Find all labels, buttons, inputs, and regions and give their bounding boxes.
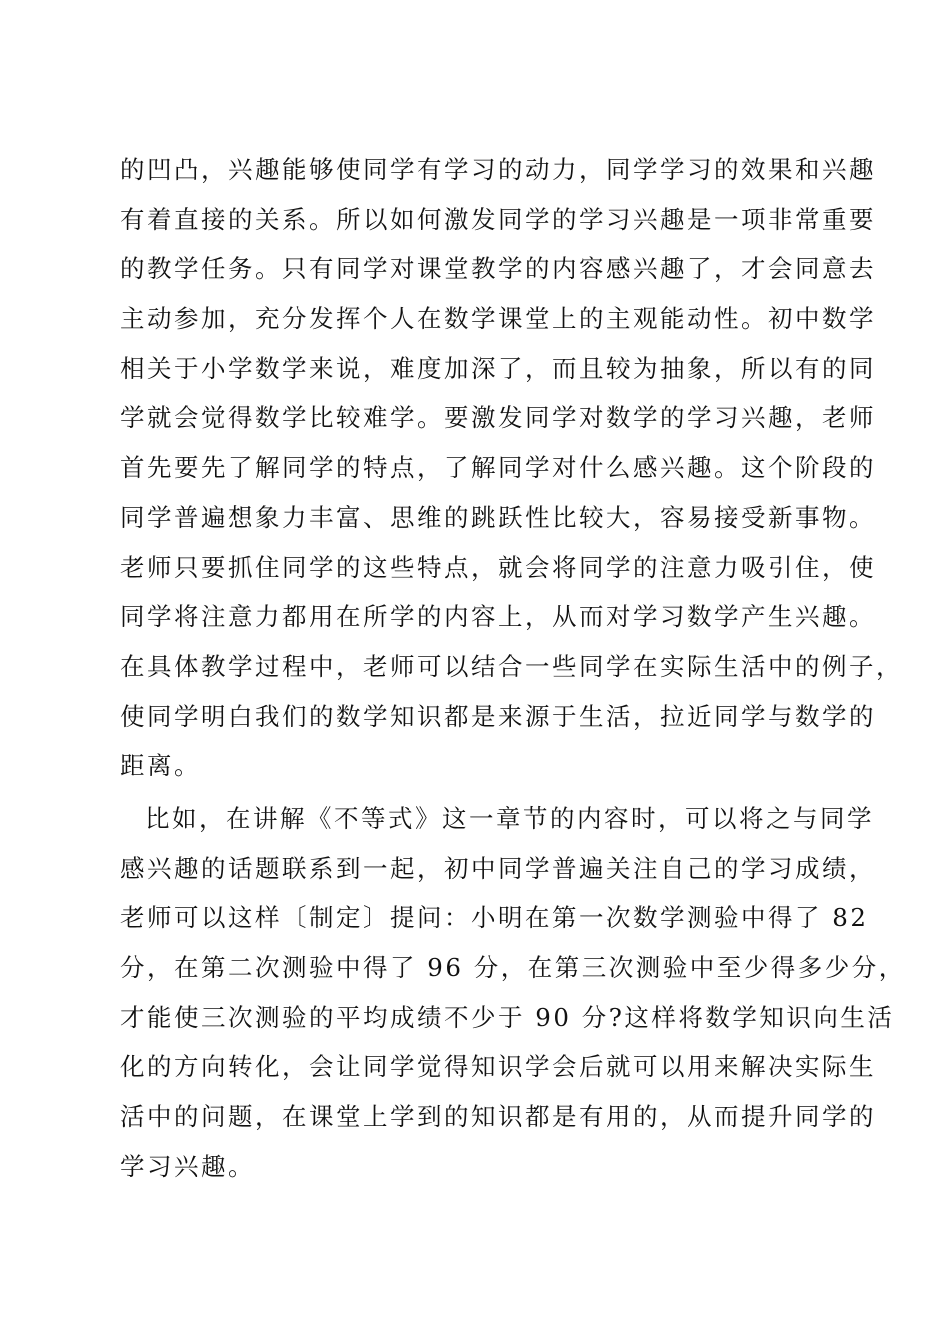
text-line: 学习兴趣。: [120, 1151, 255, 1181]
text-line: 首先要先了解同学的特点，了解同学对什么感兴趣。这个阶段的: [120, 453, 876, 483]
text-line: 有着直接的关系。所以如何激发同学的学习兴趣是一项非常重要: [120, 204, 876, 234]
text-line: 的教学任务。只有同学对课堂教学的内容感兴趣了，才会同意去: [120, 254, 876, 284]
text-line: 老师只要抓住同学的这些特点，就会将同学的注意力吸引住，使: [120, 552, 876, 582]
text-line: 使同学明白我们的数学知识都是来源于生活，拉近同学与数学的: [120, 701, 876, 731]
paragraph-2: [120, 794, 906, 1192]
text-line: 活中的问题，在课堂上学到的知识都是有用的，从而提升同学的: [120, 1102, 876, 1132]
text-line: 相关于小学数学来说，难度加深了，而且较为抽象，所以有的同: [120, 353, 876, 383]
text-line: 感兴趣的话题联系到一起，初中同学普遍关注自己的学习成绩，: [120, 853, 876, 883]
body-text: [120, 145, 906, 1191]
text-line: 的凹凸，兴趣能够使同学有学习的动力，同学学习的效果和兴趣: [120, 155, 876, 184]
text-line: 同学普遍想象力丰富、思维的跳跃性比较大，容易接受新事物。: [120, 502, 876, 532]
paragraph-1: [120, 145, 903, 791]
text-line: 学就会觉得数学比较难学。要激发同学对数学的学习兴趣，老师: [120, 403, 876, 433]
text-line: 老师可以这样〔制定〕提问：小明在第一次数学测验中得了 82: [120, 903, 869, 933]
text-line: 比如，在讲解《不等式》这一章节的内容时，可以将之与同学: [145, 803, 874, 833]
text-line: 距离。: [120, 751, 201, 781]
text-line: 主动参加，充分发挥个人在数学课堂上的主观能动性。初中数学: [120, 304, 876, 334]
text-line: 才能使三次测验的平均成绩不少于 90 分?这样将数学知识向生活: [120, 1002, 895, 1032]
text-line: 同学将注意力都用在所学的内容上，从而对学习数学产生兴趣。: [120, 602, 876, 632]
text-line: 化的方向转化，会让同学觉得知识学会后就可以用来解决实际生: [120, 1052, 876, 1082]
text-line: 分，在第二次测验中得了 96 分，在第三次测验中至少得多少分，: [120, 953, 906, 982]
text-line: 在具体教学过程中，老师可以结合一些同学在实际生活中的例子，: [120, 651, 903, 681]
